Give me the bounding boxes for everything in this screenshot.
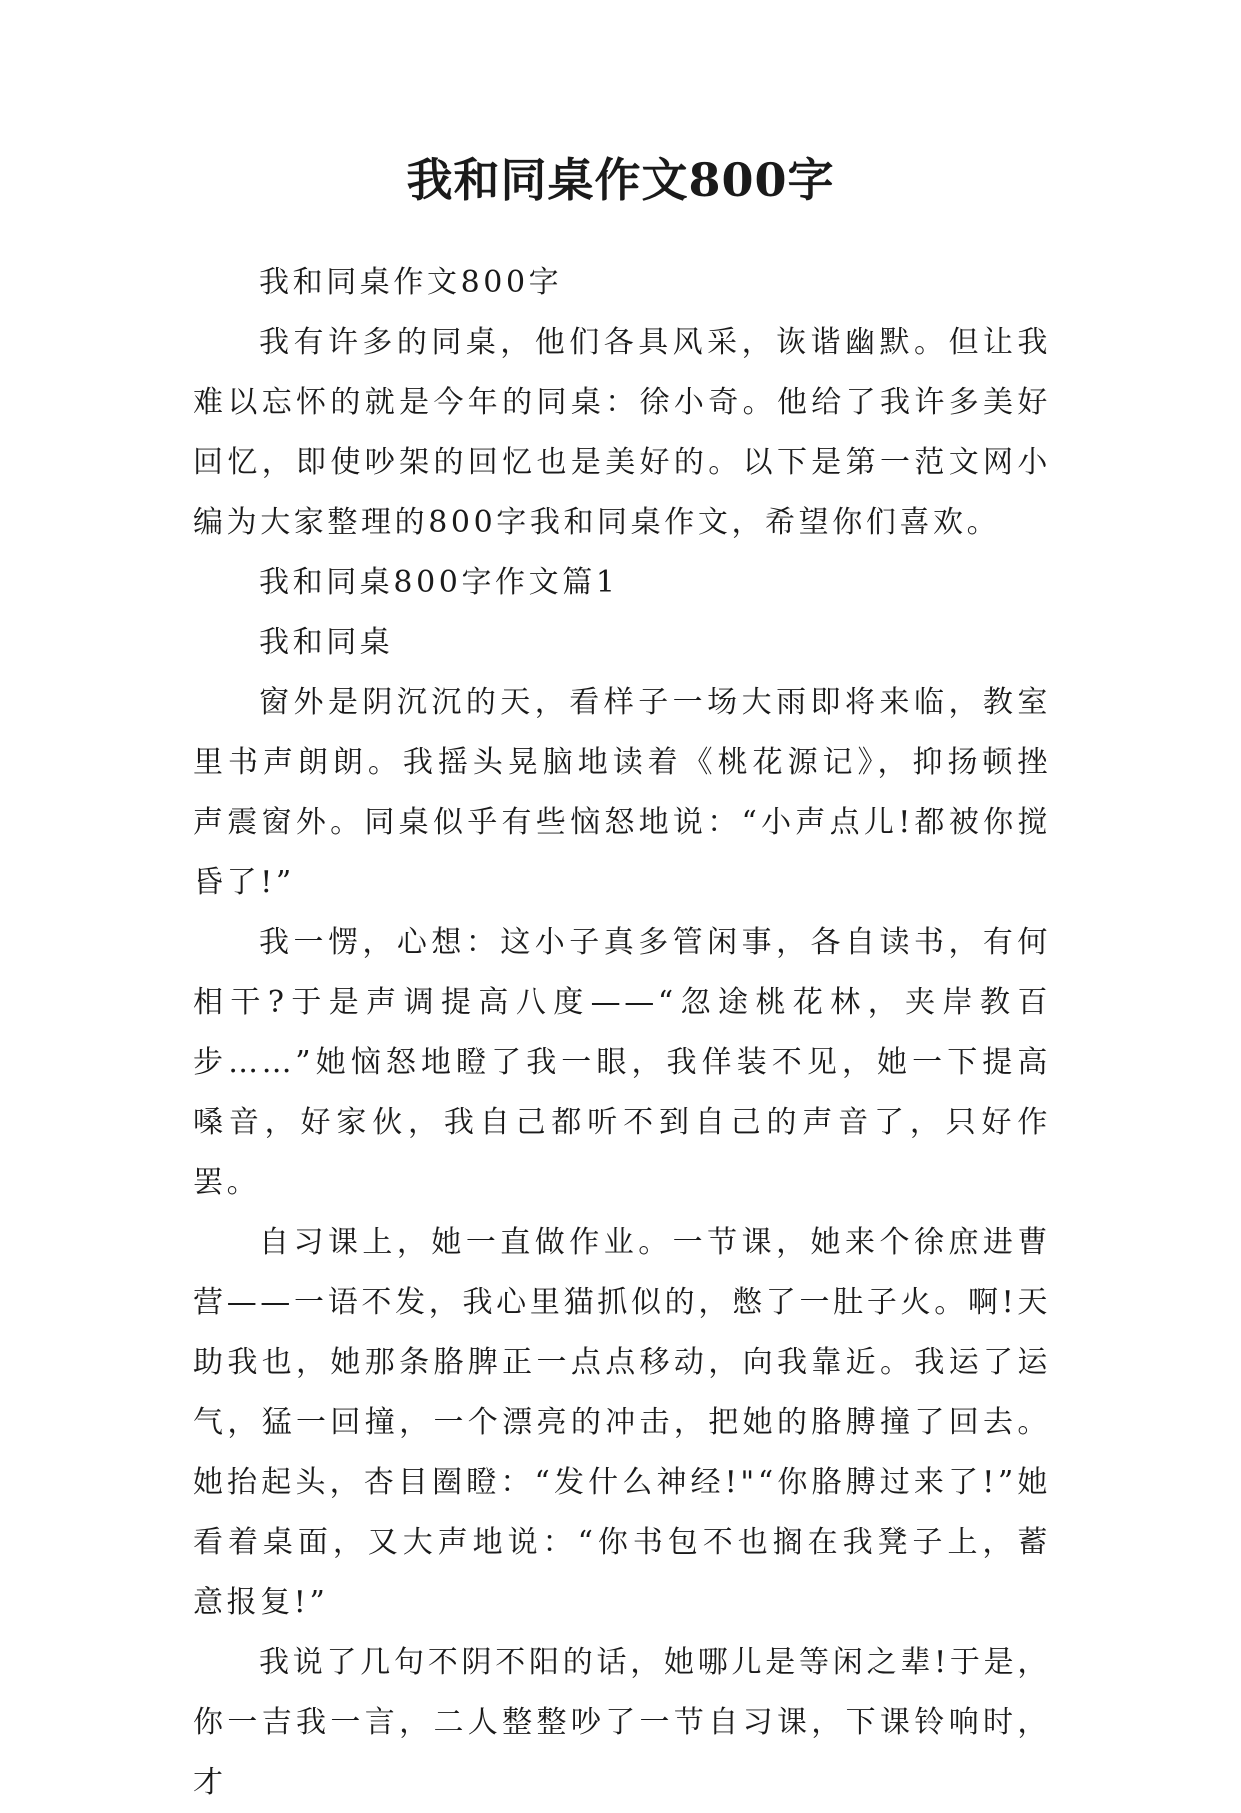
document-body <box>193 253 1051 1813</box>
paragraph-body: 窗外是阴沉沉的天，看样子一场大雨即将来临，教室里书声朗朗。我摇头晃脑地读着《桃花源记》，抑扬顿挫声震窗外。同桌似乎有些恼怒地说：“小声点儿!都被你搅昏了!” <box>193 685 1051 900</box>
paragraph-essay-title: 我和同桌 <box>259 625 394 660</box>
paragraph-subtitle: 我和同桌作文800字 <box>259 265 563 300</box>
paragraph-intro: 我有许多的同桌，他们各具风采，诙谐幽默。但让我难以忘怀的就是今年的同桌：徐小奇。他给了我许多美好回忆，即使吵架的回忆也是美好的。以下是第一范文网小编为大家整理的800字我和同桌作文，希望你们喜欢。 <box>193 325 1051 540</box>
paragraph-body: 自习课上，她一直做作业。一节课，她来个徐庶进曹营——一语不发，我心里猫抓似的，憋了一肚子火。啊!天助我也，她那条胳脾正一点点移动，向我靠近。我运了运气，猛一回撞，一个漂亮的冲击，把她的胳膊撞了回去。她抬起头，杏目圈瞪：“发什么神经!"“你胳膊过来了!”她看着桌面，又大声地说：“你书包不也搁在我凳子上，蓄意报复!” <box>193 1225 1051 1620</box>
paragraph-body: 我一愣，心想：这小子真多管闲事，各自读书，有何相干?于是声调提高八度——“忽途桃花林，夹岸教百步……”她恼怒地瞪了我一眼，我佯装不见，她一下提高嗓音，好家伙，我自己都听不到自己的声音了，只好作罢。 <box>193 925 1051 1200</box>
document-title: 我和同桌作文800字 <box>406 153 835 207</box>
paragraph-essay-heading: 我和同桌800字作文篇1 <box>259 565 619 600</box>
paragraph-body: 我说了几句不阴不阳的话，她哪儿是等闲之辈!于是，你一吉我一言，二人整整吵了一节自习课，下课铃响时，才 <box>193 1645 1051 1800</box>
